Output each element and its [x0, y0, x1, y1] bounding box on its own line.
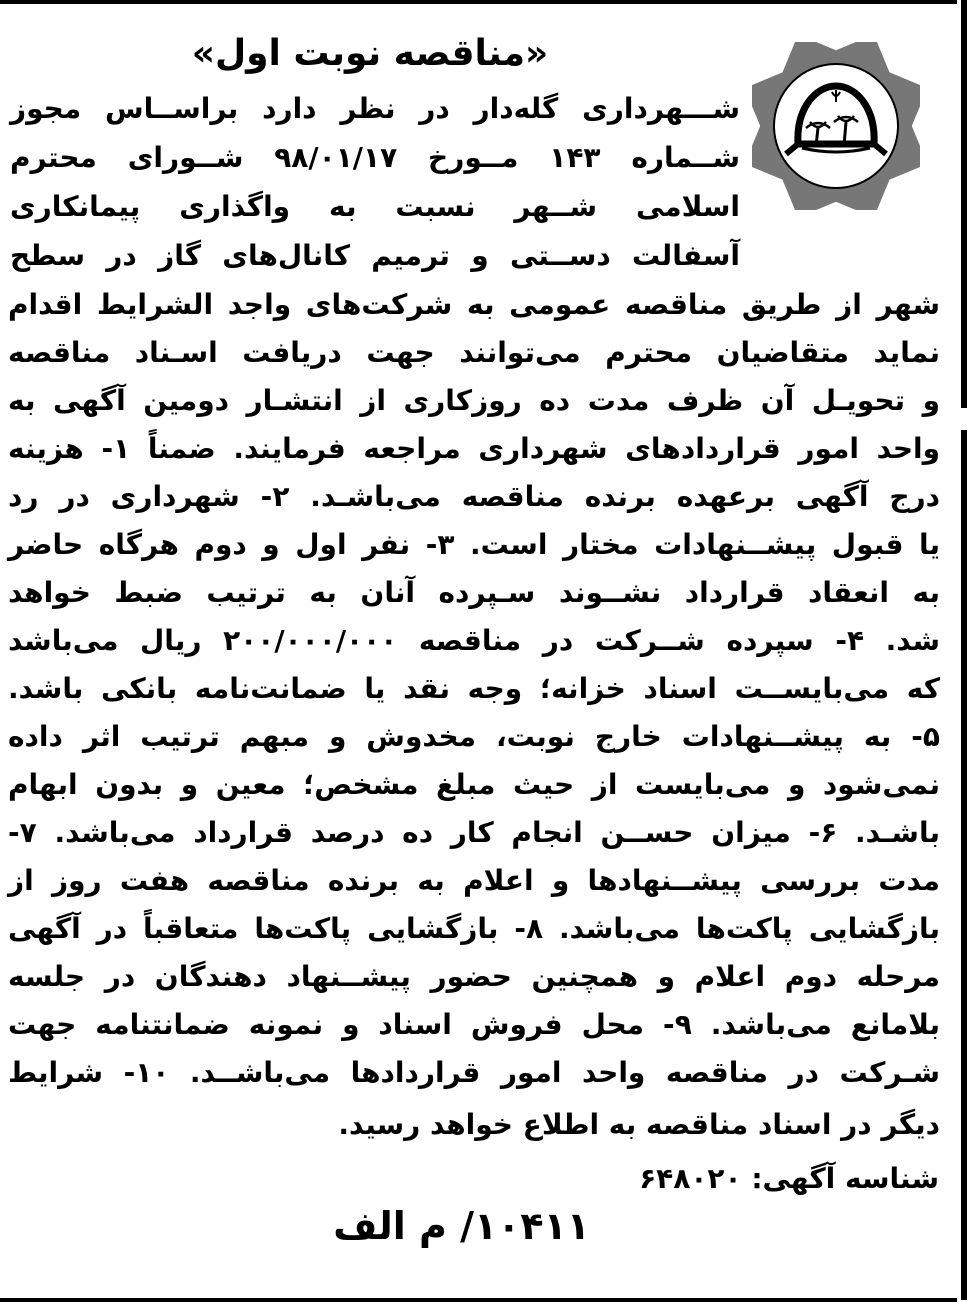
notice-id: شناسه آگهی: ۶۴۸۰۲۰ [639, 1162, 939, 1195]
notice-line-7: و تحویـل آن ظرف مدت ده روزکاری از انتشـار دومین آگهی به [8, 384, 940, 417]
notice-line-12: شد. ۴- سپرده شــرکت در مناقصه ۲۰۰/۰۰۰/۰۰۰ ریال می‌باشد [8, 624, 940, 657]
notice-line-6: نماید متقاضیان محترم می‌توانند جهت دریافت اسـناد مناقصه [8, 336, 940, 369]
notice-line-1: شـــهرداری گله‌دار در نظر دارد براســاس مجوز [10, 92, 740, 125]
right-border-upper [961, 0, 967, 408]
top-border [0, 0, 957, 4]
notice-title: «مناقصه نوبت اول» [191, 33, 549, 74]
notice-line-5: شهر از طریق مناقصه عمومی به شرکت‌های واجد الشرایط اقدام [8, 288, 940, 321]
notice-line-4: آسفالت دســتی و ترمیم کانال‌های گاز در سطح [10, 239, 740, 272]
notice-reference-number: ۱۰۴۱۱/ م الف [333, 1204, 590, 1248]
notice-line-19: مرحله دوم اعلام و همچنین حضور پیشــنهاد دهندگان در جلسه [8, 960, 940, 993]
bottom-border [0, 1298, 957, 1302]
notice-line-14: ۵- به پیشــنهادات خارج نوبت، مخدوش و مبهم ترتیب اثر داده [8, 720, 940, 753]
notice-line-18: بازگشایی پاکت‌ها می‌باشد. ۸- بازگشایی پاکت‌ها متعاقباً در آگهی [8, 912, 941, 945]
notice-line-8: واحد امور قراردادهای شهرداری مراجعه فرمایند. ضمناً ۱- هزینه [8, 432, 940, 465]
notice-line-10: یا قبول پیشــنهادات مختار است. ۳- نفر اول و دوم هرگاه حاضر [8, 528, 940, 561]
right-border-lower [961, 430, 967, 1300]
municipality-logo [752, 42, 920, 210]
notice-line-3: اسلامی شــهر نسبت به واگذاری پیمانکاری [10, 190, 740, 223]
notice-line-21: شـرکت در مناقصه واحد امور قراردادها می‌باشــد. ۱۰- شرایط [8, 1056, 940, 1089]
notice-line-13: که می‌بایســت اسناد خزانه؛ وجه نقد یا ضمانت‌نامه بانکی باشد. [8, 672, 940, 705]
notice-line-17: مدت بررسی پیشــنهادها و اعلام به برنده مناقصه هفت روز از [8, 864, 940, 897]
notice-line-20: بلامانع می‌باشد. ۹- محل فروش اسناد و نمونه ضمانتنامه جهت [8, 1008, 941, 1041]
notice-line-15: نمی‌شود و می‌بایست از حیث مبلغ مشخص؛ معین و بدون ابهام [8, 768, 940, 801]
notice-line-11: به انعقاد قرارداد نشــوند سـپرده آنان به ترتیب ضبط خواهد [8, 576, 940, 609]
notice-line-16: باشـد. ۶- میزان حســن انجام کار ده درصد قرارداد می‌باشد. ۷- [8, 816, 940, 849]
municipality-emblem-icon [752, 42, 920, 210]
notice-line-9: درج آگهی برعهده برنده مناقصه می‌باشـد. ۲- شهرداری در رد [8, 480, 940, 513]
notice-line-22: دیگر در اسناد مناقصه به اطلاع خواهد رسید. [338, 1108, 940, 1141]
notice-line-2: شــماره ۱۴۳ مــورخ ۹۸/۰۱/۱۷ شــورای محترم [10, 141, 740, 174]
